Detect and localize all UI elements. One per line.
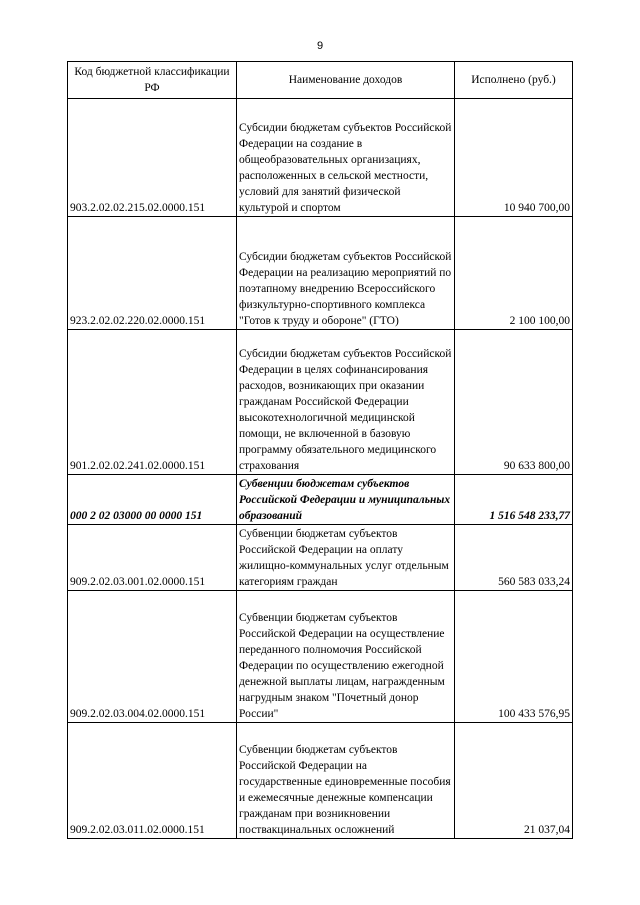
revenue-name-cell: Субсидии бюджетам субъектов Российской Федерации на реализацию мероприятий по поэтапному внедрению Всероссийского физкультурно-спортивного комплекса "Готов к труду и обороне" (ГТО) <box>237 217 455 330</box>
budget-code-cell: 909.2.02.03.001.02.0000.151 <box>68 525 237 591</box>
budget-code-cell: 909.2.02.03.011.02.0000.151 <box>68 723 237 839</box>
table-row <box>68 217 573 330</box>
budget-revenue-table <box>67 61 573 839</box>
amount-cell: 10 940 700,00 <box>455 99 573 217</box>
budget-code-cell: 000 2 02 03000 00 0000 151 <box>68 475 237 525</box>
table-row <box>68 330 573 475</box>
amount-cell: 100 433 576,95 <box>455 591 573 723</box>
amount-cell: 90 633 800,00 <box>455 330 573 475</box>
budget-code-cell: 901.2.02.02.241.02.0000.151 <box>68 330 237 475</box>
header-revenue-name: Наименование доходов <box>237 62 455 99</box>
amount-cell: 2 100 100,00 <box>455 217 573 330</box>
revenue-name-cell: Субвенции бюджетам субъектов Российской Федерации на осуществление переданного полномочия Российской Федерации по осуществлению ежегодной денежной выплаты лицам, награжденным нагрудным знаком "Почетный донор России" <box>237 591 455 723</box>
revenue-name-cell: Субвенции бюджетам субъектов Российской Федерации на оплату жилищно-коммунальных услуг отдельным категориям граждан <box>237 525 455 591</box>
page-number: 9 <box>316 40 324 52</box>
table-row <box>68 99 573 217</box>
header-budget-code: Код бюджетной классификации РФ <box>68 62 237 99</box>
budget-code-cell: 923.2.02.02.220.02.0000.151 <box>68 217 237 330</box>
revenue-name-cell: Субвенции бюджетам субъектов Российской Федерации на государственные единовременные пособия и ежемесячные денежные компенсации гражданам при возникновении поствакцинальных осложнений <box>237 723 455 839</box>
revenue-name-cell: Субсидии бюджетам субъектов Российской Федерации в целях софинансирования расходов, возникающих при оказании гражданам Российской Федерации высокотехнологичной медицинской помощи, не включенной в базовую программу обязательного медицинского страхования <box>237 330 455 475</box>
header-executed-amount: Исполнено (руб.) <box>455 62 573 99</box>
amount-cell: 1 516 548 233,77 <box>455 475 573 525</box>
revenue-name-cell: Субвенции бюджетам субъектов Российской Федерации и муниципальных образований <box>237 475 455 525</box>
amount-cell: 560 583 033,24 <box>455 525 573 591</box>
revenue-name-cell: Субсидии бюджетам субъектов Российской Федерации на создание в общеобразовательных организациях, расположенных в сельской местности, условий для занятий физической культурой и спортом <box>237 99 455 217</box>
table-row <box>68 525 573 591</box>
table-row <box>68 723 573 839</box>
budget-code-cell: 903.2.02.02.215.02.0000.151 <box>68 99 237 217</box>
amount-cell: 21 037,04 <box>455 723 573 839</box>
budget-code-cell: 909.2.02.03.004.02.0000.151 <box>68 591 237 723</box>
table-row-subtotal <box>68 475 573 525</box>
table-row <box>68 591 573 723</box>
table-header-row <box>68 62 573 99</box>
